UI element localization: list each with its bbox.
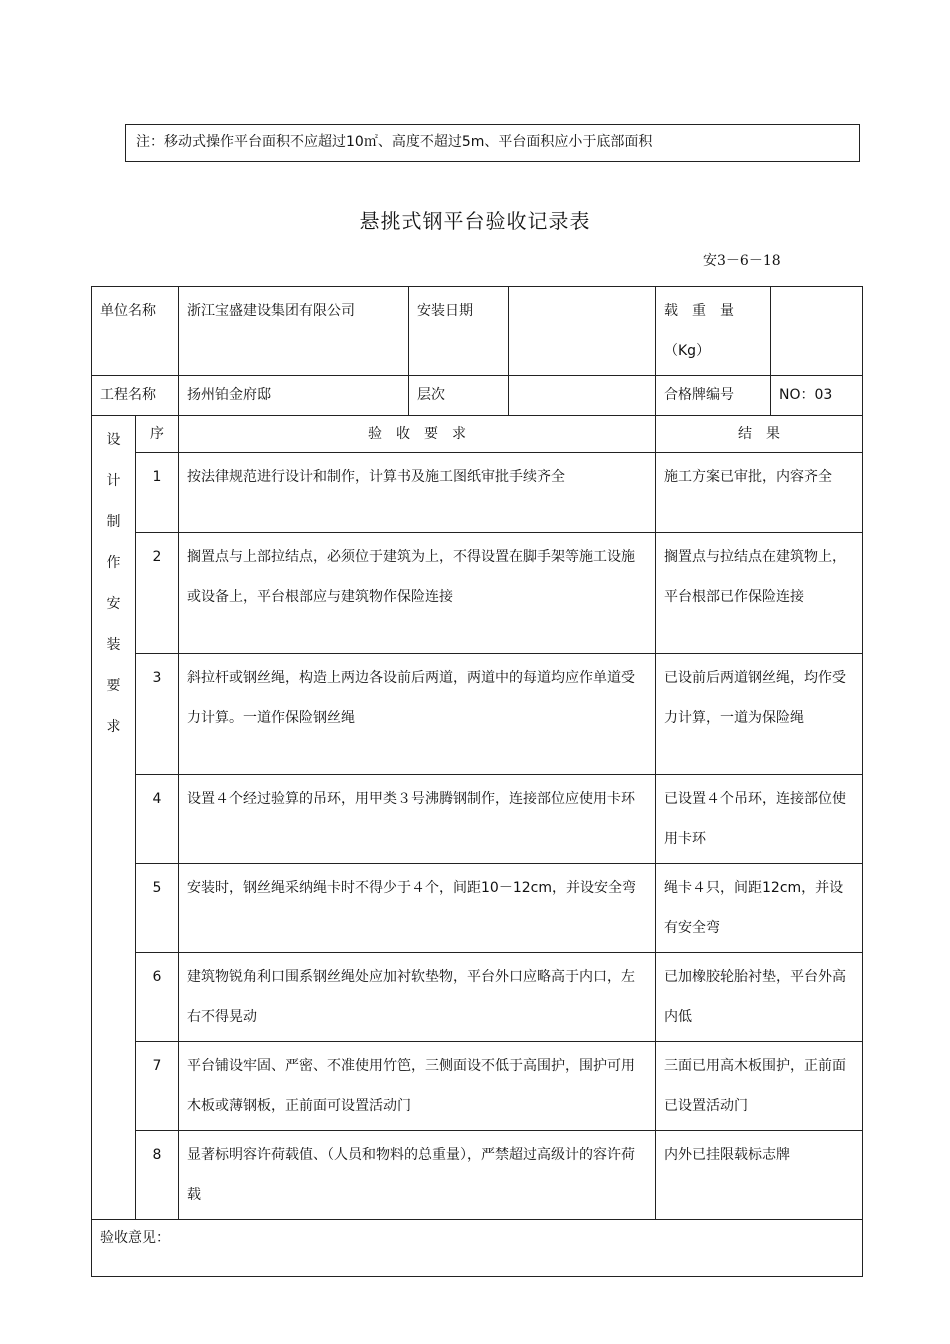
table-row bbox=[92, 775, 863, 864]
row-result: 绳卡４只，间距12cm，并设有安全弯 bbox=[656, 864, 863, 953]
row-result: 已设前后两道钢丝绳，均作受力计算，一道为保险绳 bbox=[656, 654, 863, 775]
result-header: 结 果 bbox=[656, 416, 863, 453]
section-label-char: 作 bbox=[106, 555, 121, 571]
section-label-char: 计 bbox=[106, 473, 121, 489]
install-date-value bbox=[509, 287, 656, 376]
table-row bbox=[92, 1042, 863, 1131]
row-requirement: 按法律规范进行设计和制作，计算书及施工图纸审批手续齐全 bbox=[179, 453, 656, 533]
row-requirement: 搁置点与上部拉结点，必须位于建筑为上，不得设置在脚手架等施工设施或设备上，平台根部应与建筑物作保险连接 bbox=[179, 533, 656, 654]
table-row bbox=[92, 1131, 863, 1220]
project-label: 工程名称 bbox=[92, 376, 179, 416]
section-label-char: 制 bbox=[106, 514, 121, 530]
load-label: 载 重 量 bbox=[664, 303, 734, 319]
table-row bbox=[92, 953, 863, 1042]
section-label-chars bbox=[100, 420, 127, 748]
note-text: 注：移动式操作平台面积不应超过10㎡、高度不超过5m、平台面积应小于底部面积 bbox=[136, 134, 653, 150]
row-seq: 7 bbox=[136, 1042, 179, 1131]
page-title: 悬挑式钢平台验收记录表 bbox=[359, 209, 591, 233]
table-row bbox=[92, 864, 863, 953]
load-value bbox=[771, 287, 863, 376]
row-requirement: 显著标明容许荷载值、（人员和物料的总重量），严禁超过高级计的容许荷载 bbox=[179, 1131, 656, 1220]
row-seq: 1 bbox=[136, 453, 179, 533]
row-seq: 6 bbox=[136, 953, 179, 1042]
seq-header: 序 bbox=[136, 416, 179, 453]
load-label-cell bbox=[656, 287, 771, 376]
unit-label: 单位名称 bbox=[92, 287, 179, 376]
cert-label: 合格牌编号 bbox=[656, 376, 771, 416]
install-date-label: 安装日期 bbox=[409, 287, 509, 376]
table-row bbox=[92, 453, 863, 533]
row-seq: 8 bbox=[136, 1131, 179, 1220]
section-label-char: 设 bbox=[106, 432, 121, 448]
header-row-project bbox=[92, 376, 863, 416]
row-requirement: 斜拉杆或钢丝绳，构造上两边各设前后两道，两道中的每道均应作单道受力计算。一道作保险钢丝绳 bbox=[179, 654, 656, 775]
row-requirement: 设置４个经过验算的吊环，用甲类３号沸腾钢制作，连接部位应使用卡环 bbox=[179, 775, 656, 864]
row-result: 施工方案已审批，内容齐全 bbox=[656, 453, 863, 533]
section-label-char: 装 bbox=[106, 637, 121, 653]
section-label-char: 求 bbox=[106, 719, 121, 735]
project-value: 扬州铂金府邸 bbox=[179, 376, 409, 416]
row-requirement: 建筑物锐角利口围系钢丝绳处应加衬软垫物，平台外口应略高于内口，左右不得晃动 bbox=[179, 953, 656, 1042]
requirement-header: 验 收 要 求 bbox=[179, 416, 656, 453]
header-row-unit bbox=[92, 287, 863, 376]
column-header-row bbox=[92, 416, 863, 453]
row-requirement: 安装时，钢丝绳采纳绳卡时不得少于４个，间距10－12cm，并设安全弯 bbox=[179, 864, 656, 953]
row-result: 搁置点与拉结点在建筑物上，平台根部已作保险连接 bbox=[656, 533, 863, 654]
note-box bbox=[125, 124, 860, 162]
cert-value: NO：03 bbox=[771, 376, 863, 416]
row-seq: 4 bbox=[136, 775, 179, 864]
opinion-label: 验收意见： bbox=[92, 1220, 863, 1277]
load-unit: （Kg） bbox=[664, 343, 711, 359]
opinion-row bbox=[92, 1220, 863, 1277]
row-requirement: 平台铺设牢固、严密、不准使用竹笆，三侧面设不低于高围护，围护可用木板或薄钢板，正前面可设置活动门 bbox=[179, 1042, 656, 1131]
section-label-char: 要 bbox=[106, 678, 121, 694]
row-result: 已设置４个吊环，连接部位使用卡环 bbox=[656, 775, 863, 864]
floor-value bbox=[509, 376, 656, 416]
acceptance-table bbox=[91, 286, 863, 1277]
row-result: 已加橡胶轮胎衬垫，平台外高内低 bbox=[656, 953, 863, 1042]
floor-label: 层次 bbox=[409, 376, 509, 416]
row-seq: 3 bbox=[136, 654, 179, 775]
section-label-char: 安 bbox=[106, 596, 121, 612]
table-row bbox=[92, 533, 863, 654]
row-result: 三面已用高木板围护，正前面已设置活动门 bbox=[656, 1042, 863, 1131]
row-seq: 5 bbox=[136, 864, 179, 953]
table-row bbox=[92, 654, 863, 775]
form-code: 安3－6－18 bbox=[703, 253, 781, 269]
section-label bbox=[92, 416, 136, 1220]
unit-value: 浙江宝盛建设集团有限公司 bbox=[179, 287, 409, 376]
row-seq: 2 bbox=[136, 533, 179, 654]
row-result: 内外已挂限载标志牌 bbox=[656, 1131, 863, 1220]
